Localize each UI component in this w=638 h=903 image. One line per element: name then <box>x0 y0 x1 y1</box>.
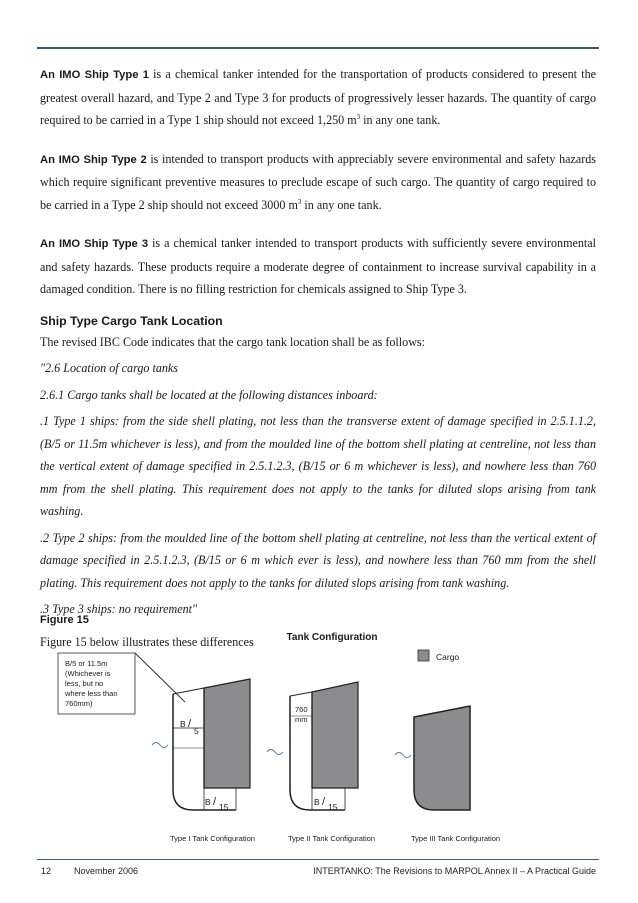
svg-text:less, but no: less, but no <box>65 679 104 688</box>
type1-b5-b: B <box>180 719 186 729</box>
footer-title: INTERTANKO: The Revisions to MARPOL Annex II – A Practical Guide <box>313 866 596 876</box>
type1-cargo-tank <box>204 679 250 788</box>
caption-type2: Type II Tank Configuration <box>288 834 375 843</box>
paragraph-type2: An IMO Ship Type 2 is intended to transport products with appreciably severe environmental and safety hazards which require significant preventive measures to preclude escape of such cargo. The quantity of cargo required to be carried in a Type 2 ship should not exceed 3000 $m^3$ in any one tank. <box>40 151 597 212</box>
quote-line-2: 2.6.1 Cargo tanks shall be located at the following distances inboard: <box>40 387 378 402</box>
svg-text:where less than: where less than <box>65 689 118 698</box>
type1-b15-slash: / <box>213 796 217 808</box>
type3-hull <box>414 706 470 810</box>
type1-hull <box>173 679 250 810</box>
svg-text:760mm): 760mm) <box>65 699 93 708</box>
caption-type1: Type I Tank Configuration <box>170 834 255 843</box>
type3-cargo-tank <box>414 706 470 810</box>
section-heading: Ship Type Cargo Tank Location <box>40 313 223 328</box>
footer-rule <box>37 859 599 860</box>
quote-type1: .1 Type 1 ships: from the side shell plating, not less than the transverse extent of damage specified in 2.5.1.1.2, (B/5 or 11.5m whichever is less), and from the moulded line of the bottom shell plating at centreline, not less than the vertical extent of damage specified in 2.5.1.2.3, (B/15 or 6 m whichever is less), and nowhere less than 760 mm from the shell plating. This requirement does not apply to the tanks for diluted slops arising from tank washing. <box>40 414 596 518</box>
type2-mm-label: mm <box>295 715 308 724</box>
type2-hull <box>290 682 358 810</box>
type1-b15-15: 15 <box>219 802 229 812</box>
figure-reference: Figure 15 below illustrates these differences <box>40 634 254 649</box>
type2-cargo-tank <box>312 682 358 788</box>
figure-label: Figure 15 <box>40 614 89 626</box>
type2-b15-15: 15 <box>328 802 338 812</box>
callout-leader <box>135 653 185 702</box>
figure-title: Tank Configuration <box>286 632 378 643</box>
tank-configuration-diagram <box>0 628 638 853</box>
cargo-legend-swatch <box>418 650 429 661</box>
type2-b15-slash: / <box>322 796 326 808</box>
quote-line-1: "2.6 Location of cargo tanks <box>40 361 178 375</box>
type1-b5-slash: / <box>188 718 192 730</box>
page-body <box>40 63 596 653</box>
svg-text:B/5 or 11.5m: B/5 or 11.5m <box>65 659 108 668</box>
section-intro: The revised IBC Code indicates that the cargo tank location shall be as follows: <box>40 334 425 349</box>
cargo-legend-label: Cargo <box>436 652 460 662</box>
type1-waterline-wave <box>152 743 168 748</box>
type1-b5-5: 5 <box>194 726 199 736</box>
type3-waterline-wave <box>395 753 411 758</box>
type2-b15-b: B <box>314 797 320 807</box>
quote-type2: .2 Type 2 ships: from the moulded line of the bottom shell plating at centreline, not less than the vertical extent of damage specified in 2.5.1.2.3, (B/15 or 6 m which ever is less), and nowhere less than 760 mm from the shell plating. This requirement does not apply to the tanks for diluted slops arising from tank washing. <box>40 530 596 590</box>
paragraph-type3: An IMO Ship Type 3 is a chemical tanker intended to transport products with sufficiently severe environmental and safety hazards. These products require a moderate degree of containment to increase survival capability in a damaged condition. There is no filling restriction for chemicals assigned to Ship Type 3. <box>40 236 596 296</box>
type2-waterline-wave <box>267 750 283 755</box>
type2-760-label: 760 <box>295 705 308 714</box>
caption-type3: Type III Tank Configuration <box>411 834 501 843</box>
quote-type3: .3 Type 3 ships: no requirement" <box>40 602 198 616</box>
footer-date: November 2006 <box>74 866 139 876</box>
type1-b15-b: B <box>205 797 211 807</box>
paragraph-type1: An IMO Ship Type 1 is a chemical tanker intended for the transportation of products considered to present the greatest overall hazard, and Type 2 and Type 3 for products of progressively lesser hazards. The quantity of cargo required to be carried in a Type 1 ship should not exceed 1,250 $m^3$ in any one tank. <box>40 67 597 127</box>
svg-text:(Whichever is: (Whichever is <box>65 669 111 678</box>
header-rule <box>37 47 599 49</box>
page-number: 12 <box>41 866 52 876</box>
